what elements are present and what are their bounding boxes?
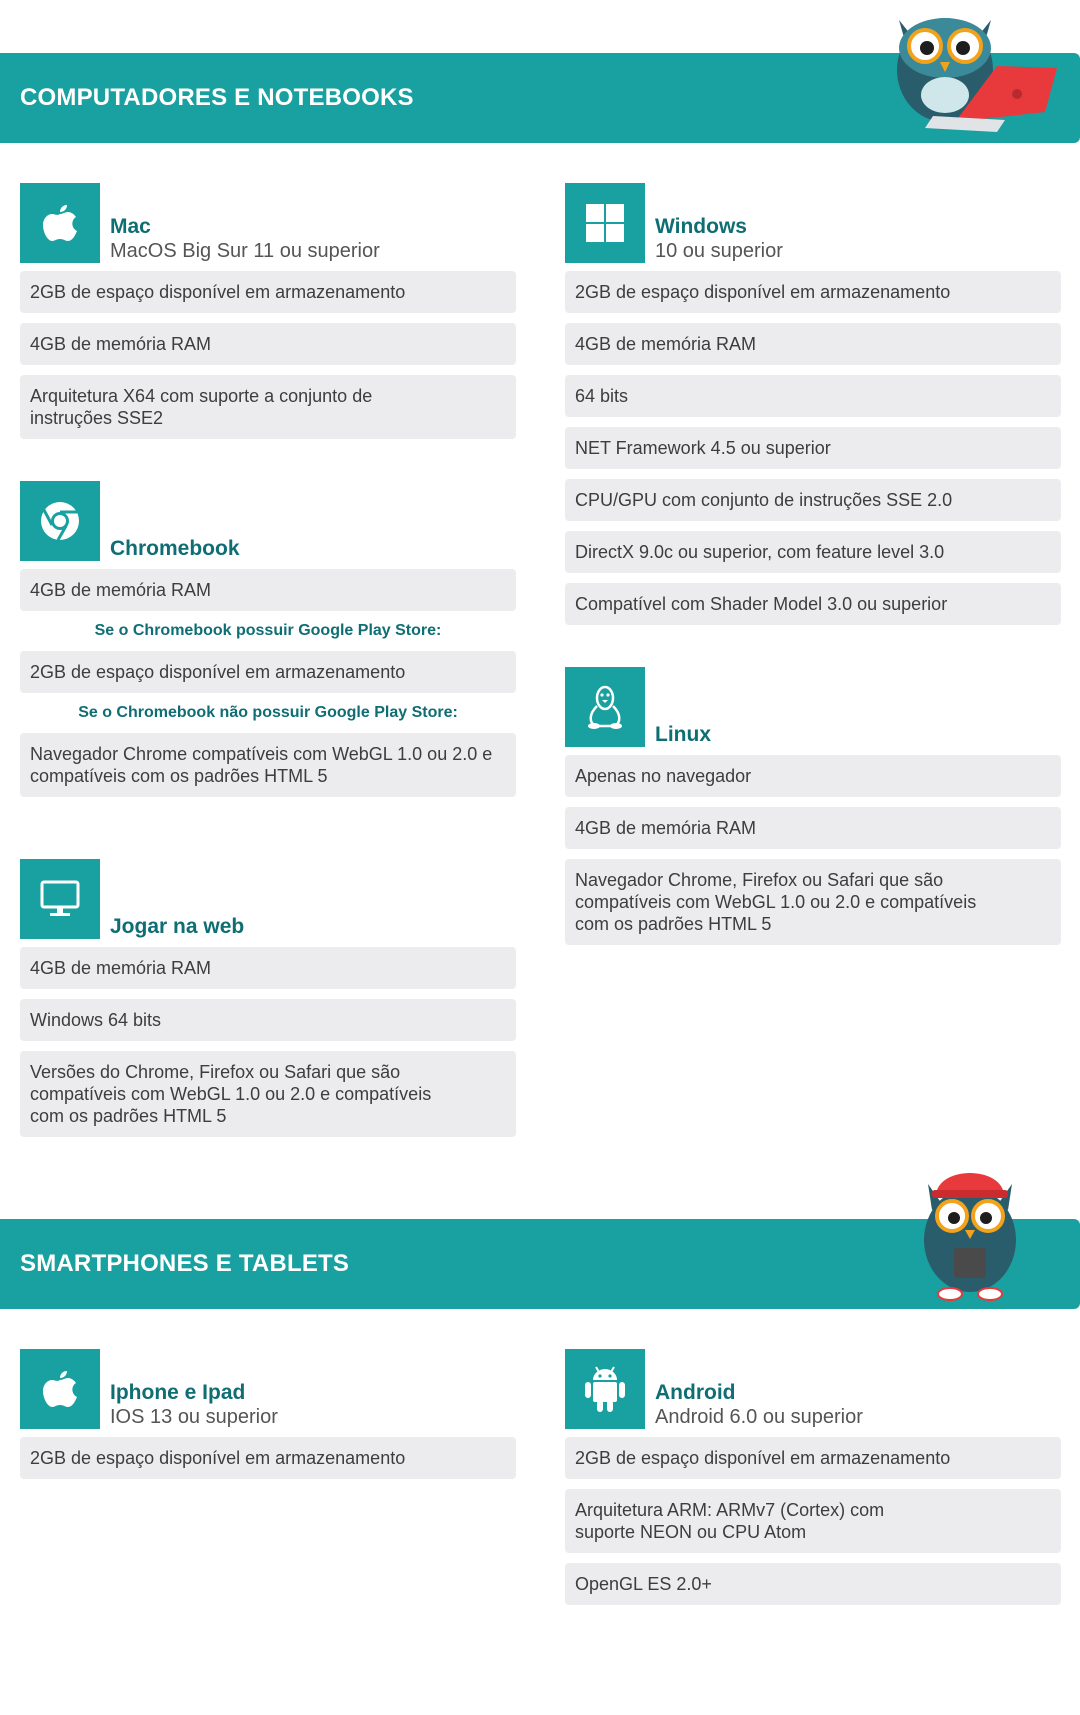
requirement-item: 64 bits <box>565 375 1061 417</box>
requirement-item: Navegador Chrome compatíveis com WebGL 1.0 ou 2.0 e compatíveis com os padrões HTML 5 <box>20 733 516 797</box>
requirement-item: 4GB de memória RAM <box>20 947 516 989</box>
requirement-item: NET Framework 4.5 ou superior <box>565 427 1061 469</box>
platform-name: Mac <box>110 215 151 238</box>
platform-linux <box>565 667 1061 955</box>
section-title: COMPUTADORES E NOTEBOOKS <box>20 84 414 111</box>
platform-version: IOS 13 ou superior <box>110 1406 278 1428</box>
linux-icon <box>565 667 645 747</box>
platform-ios <box>20 1349 516 1489</box>
chrome-icon <box>20 481 100 561</box>
requirement-item: Versões do Chrome, Firefox ou Safari que são compatíveis com WebGL 1.0 ou 2.0 e compatíveis com os padrões HTML 5 <box>20 1051 516 1137</box>
requirement-item: 2GB de espaço disponível em armazenamento <box>20 651 516 693</box>
chromebook-note-with-store: Se o Chromebook possuir Google Play Store: <box>94 622 442 639</box>
requirement-item: 4GB de memória RAM <box>20 569 516 611</box>
chromebook-note-without-store: Se o Chromebook não possuir Google Play Store: <box>78 704 458 721</box>
windows-icon <box>565 183 645 263</box>
requirement-item: DirectX 9.0c ou superior, com feature level 3.0 <box>565 531 1061 573</box>
requirement-item: 4GB de memória RAM <box>565 323 1061 365</box>
platform-name: Windows <box>655 215 747 238</box>
owl-laptop-mascot <box>885 0 1060 140</box>
requirement-item: 4GB de memória RAM <box>565 807 1061 849</box>
platform-windows <box>565 183 1061 635</box>
requirement-item: Arquitetura ARM: ARMv7 (Cortex) com suporte NEON ou CPU Atom <box>565 1489 1061 1553</box>
requirement-item: Windows 64 bits <box>20 999 516 1041</box>
platform-android <box>565 1349 1061 1615</box>
requirement-item: 2GB de espaço disponível em armazenamento <box>565 271 1061 313</box>
apple-icon <box>20 183 100 263</box>
android-icon <box>565 1349 645 1429</box>
requirement-item: Compatível com Shader Model 3.0 ou superior <box>565 583 1061 625</box>
requirement-item: CPU/GPU com conjunto de instruções SSE 2.0 <box>565 479 1061 521</box>
requirement-item: Navegador Chrome, Firefox ou Safari que são compatíveis com WebGL 1.0 ou 2.0 e compatíveis com os padrões HTML 5 <box>565 859 1061 945</box>
section-title: SMARTPHONES E TABLETS <box>20 1250 350 1277</box>
requirement-item: Apenas no navegador <box>565 755 1061 797</box>
requirement-item: 2GB de espaço disponível em armazenamento <box>20 1437 516 1479</box>
platform-name: Chromebook <box>110 537 240 560</box>
platform-version: MacOS Big Sur 11 ou superior <box>110 240 380 262</box>
requirement-item: 4GB de memória RAM <box>20 323 516 365</box>
owl-phone-mascot <box>910 1160 1035 1305</box>
requirement-item: 2GB de espaço disponível em armazenamento <box>20 271 516 313</box>
platform-name: Android <box>655 1381 736 1404</box>
platform-web <box>20 859 516 1147</box>
requirement-item: Arquitetura X64 com suporte a conjunto de instruções SSE2 <box>20 375 516 439</box>
platform-version: Android 6.0 ou superior <box>655 1406 863 1428</box>
platform-name: Linux <box>655 723 711 746</box>
requirement-item: 2GB de espaço disponível em armazenamento <box>565 1437 1061 1479</box>
requirement-item: OpenGL ES 2.0+ <box>565 1563 1061 1605</box>
apple-icon <box>20 1349 100 1429</box>
platform-name: Iphone e Ipad <box>110 1381 246 1404</box>
platform-mac <box>20 183 516 449</box>
monitor-icon <box>20 859 100 939</box>
platform-version: 10 ou superior <box>655 240 783 262</box>
platform-name: Jogar na web <box>110 915 245 938</box>
platform-chromebook <box>20 481 516 807</box>
